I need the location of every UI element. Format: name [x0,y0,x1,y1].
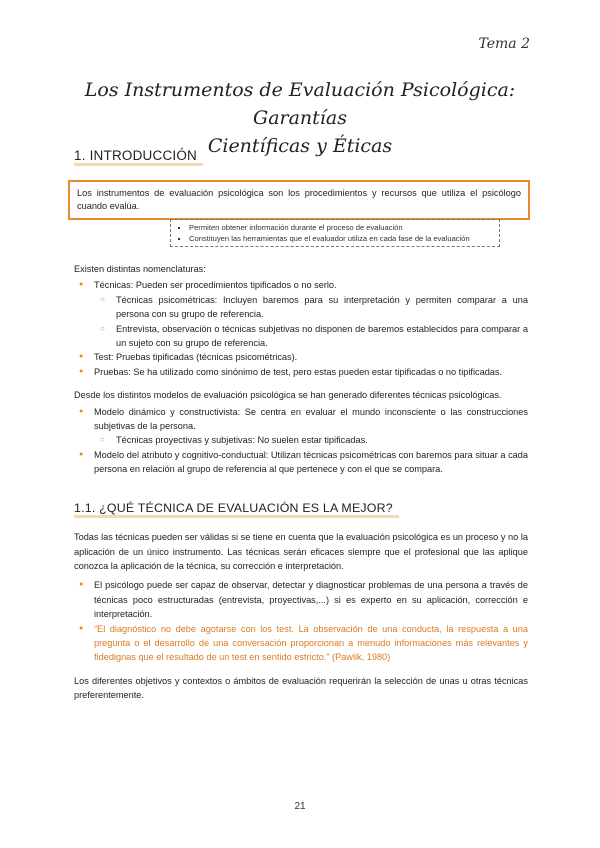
subnote-item: ▪ Permiten obtener información durante el proceso de evaluación [189,222,491,233]
page-number: 21 [294,801,306,812]
list-item: ● Test: Pruebas tipificadas (técnicas psicométricas). [94,350,528,364]
section-heading-mejor-tecnica: 1.1. ¿QUÉ TÉCNICA DE EVALUACIÓN ES LA MEJOR? [74,501,393,515]
quote-item [94,622,528,665]
quote-text: “El diagnóstico no debe agotarse con los test. La observación de una conducta, la respuesta a una pregunta o el desarrollo de una conversación proporcionan a menudo informaciones más relevantes y fidedignas que el resultado de un test en sentido estricto.” [94,623,528,663]
list-item: ● Técnicas: Pueden ser procedimientos tipificados o no serlo. ○ Técnicas psicométricas: Incluyen baremos para su interpretación y permiten comparar a una persona con su grupo de referencia. ○ Entrevista, observación o técnicas subjetivas no disponen de baremos establecidos para comparar a un sujeto con su grupo de referencia. [94,278,528,350]
expertise-list [74,578,528,664]
title-line-1: Los Instrumentos de Evaluación Psicológica: Garantías [84,79,516,129]
definition-subnote [170,219,500,247]
sub-list-item: ○ Entrevista, observación o técnicas subjetivas no disponen de baremos establecidos para comparar a un sujeto con su grupo de referencia. [116,322,528,351]
paragraph: Los diferentes objetivos y contextos o ámbitos de evaluación requerirán la selección de unas u otras técnicas preferentemente. [74,675,528,701]
list-item: ● Modelo del atributo y cognitivo-conductual: Utilizan técnicas psicométricas con baremos para situar a cada persona en relación al grupo de referencia al que pertenece y con el que se compara. [94,448,528,477]
topic-label: Tema 2 [478,36,530,52]
subnote-item: ▪ Constituyen las herramientas que el evaluador utiliza en cada fase de la evaluación [189,233,491,244]
paragraph: Todas las técnicas pueden ser válidas si se tiene en cuenta que la evaluación psicológica es un proceso y no la aplicación de un único instrumento. Las técnicas serán eficaces siempre que el profesional que las aplique conozca la aplicación de la técnica, su corrección e interpretación. [74,532,528,571]
models-intro: Desde los distintos modelos de evaluación psicológica se han generado diferentes técnicas psicológicas. [74,390,502,401]
sub-list-item: ○ Técnicas proyectivas y subjetivas: No suelen estar tipificadas. [116,433,528,447]
list-item: ● El psicólogo puede ser capaz de observar, detectar y diagnosticar problemas de una persona a través de técnicas poco estructuradas (entrevista, proyectivas,...) si es experto en su aplicación, corrección e interpretación. [94,578,528,621]
quote-citation: (Pawlik, 1980) [329,652,391,663]
heading-underline [74,515,399,518]
heading-underline [74,163,203,166]
list-item: ● Modelo dinámico y constructivista: Se centra en evaluar el mundo inconsciente o las construcciones subjetivas de la persona. ○ Técnicas proyectivas y subjetivas: No suelen estar tipificadas. [94,405,528,448]
nomenclature-intro: Existen distintas nomenclaturas: [74,264,206,274]
title-line-2: Científicas y Éticas [207,135,393,157]
models-list [74,405,528,477]
list-item: ● Pruebas: Se ha utilizado como sinónimo de test, pero estas pueden estar tipificadas o no tipificadas. [94,365,528,379]
main-content [74,262,528,703]
nomenclature-list [74,278,528,379]
sub-list-item: ○ Técnicas psicométricas: Incluyen baremos para su interpretación y permiten comparar a una persona con su grupo de referencia. [116,293,528,322]
section-heading-introduccion: 1. INTRODUCCIÓN [74,148,197,163]
definition-box: Los instrumentos de evaluación psicológica son los procedimientos y recursos que utiliza el psicólogo cuando evalúa. [68,180,530,220]
